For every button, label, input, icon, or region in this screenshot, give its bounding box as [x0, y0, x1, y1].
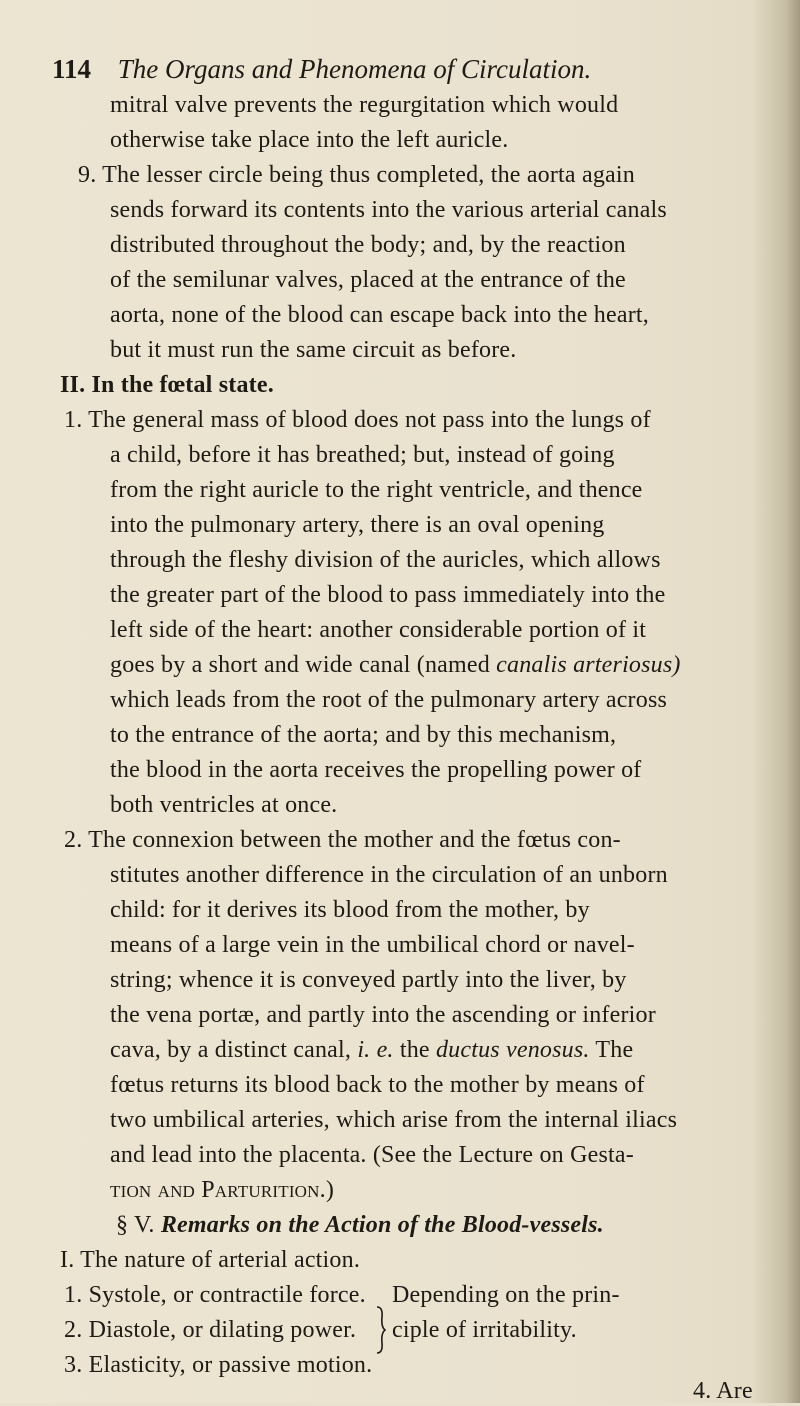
text-line: but it must run the same circuit as before. — [110, 337, 517, 363]
text-line: aorta, none of the blood can escape back into the heart, — [110, 302, 649, 328]
text-line: two umbilical arteries, which arise from the internal iliacs — [110, 1107, 678, 1133]
text-line: the blood in the aorta receives the propelling power of — [110, 757, 642, 783]
text-line: stitutes another difference in the circulation of an unborn — [110, 862, 668, 888]
section-heading — [116, 1210, 604, 1240]
text-line: left side of the heart: another considerable portion of it — [110, 617, 647, 643]
text-line: I. The nature of arterial action. — [60, 1247, 361, 1273]
text-span: the — [393, 1037, 436, 1063]
text-line: which leads from the root of the pulmonary artery across — [110, 687, 668, 713]
latin-term: ductus venosus. — [435, 1037, 590, 1063]
section-heading: II. In the fœtal state. — [60, 372, 274, 398]
latin-term: canalis arteriosus) — [496, 652, 681, 678]
text-line — [110, 1035, 633, 1065]
text-span: goes by a short and wide canal (named — [110, 652, 497, 678]
text-line: both ventricles at once. — [110, 792, 338, 818]
abbreviation: i. e. — [357, 1037, 394, 1063]
text-line: sends forward its contents into the various arterial canals — [110, 197, 667, 223]
text-line: and lead into the placenta. (See the Lecture on Gesta- — [110, 1142, 634, 1168]
list-item: 2. Diastole, or dilating power. — [64, 1317, 357, 1343]
text-line: fœtus returns its blood back to the mother by means of — [110, 1072, 645, 1098]
running-header — [52, 54, 752, 94]
brace-icon — [376, 1305, 386, 1355]
text-line: mitral valve prevents the regurgitation which would — [110, 92, 619, 118]
text-line: the greater part of the blood to pass immediately into the — [110, 582, 666, 608]
list-item: 3. Elasticity, or passive motion. — [64, 1352, 373, 1378]
text-line: 1. The general mass of blood does not pass into the lungs of — [64, 407, 651, 433]
page-number: 114 — [52, 54, 92, 84]
text-line: tion and Parturition.) — [110, 1177, 335, 1203]
text-line: child: for it derives its blood from the mother, by — [110, 897, 590, 923]
text-line: means of a large vein in the umbilical chord or navel- — [110, 932, 635, 958]
text-line: from the right auricle to the right ventricle, and thence — [110, 477, 643, 503]
catchword: 4. Are — [693, 1378, 753, 1404]
running-title: The Organs and Phenomena of Circulation. — [117, 54, 592, 84]
text-line: 9. The lesser circle being thus completed, the aorta again — [78, 162, 635, 188]
text-line: a child, before it has breathed; but, instead of going — [110, 442, 615, 468]
text-line: the vena portæ, and partly into the ascending or inferior — [110, 1002, 656, 1028]
text-line: distributed throughout the body; and, by the reaction — [110, 232, 626, 258]
page-edge-shadow — [786, 0, 800, 1403]
text-line: into the pulmonary artery, there is an oval opening — [110, 512, 605, 538]
section-mark: § V. — [116, 1212, 161, 1238]
text-line: 2. The connexion between the mother and the fœtus con- — [64, 827, 621, 853]
text-line: through the fleshy division of the auricles, which allows — [110, 547, 661, 573]
brace-note: ciple of irritability. — [392, 1317, 577, 1343]
text-line: to the entrance of the aorta; and by this mechanism, — [110, 722, 617, 748]
text-span: cava, by a distinct canal, — [110, 1037, 358, 1063]
text-line: string; whence it is conveyed partly into the liver, by — [110, 967, 627, 993]
text-line: of the semilunar valves, placed at the entrance of the — [110, 267, 626, 293]
brace-note: Depending on the prin- — [392, 1282, 620, 1308]
text-span: The — [589, 1037, 634, 1063]
text-line — [110, 650, 681, 680]
text-line: otherwise take place into the left auricle. — [110, 127, 509, 153]
section-title: Remarks on the Action of the Blood-vessels. — [160, 1212, 604, 1238]
list-item: 1. Systole, or contractile force. — [64, 1282, 366, 1308]
